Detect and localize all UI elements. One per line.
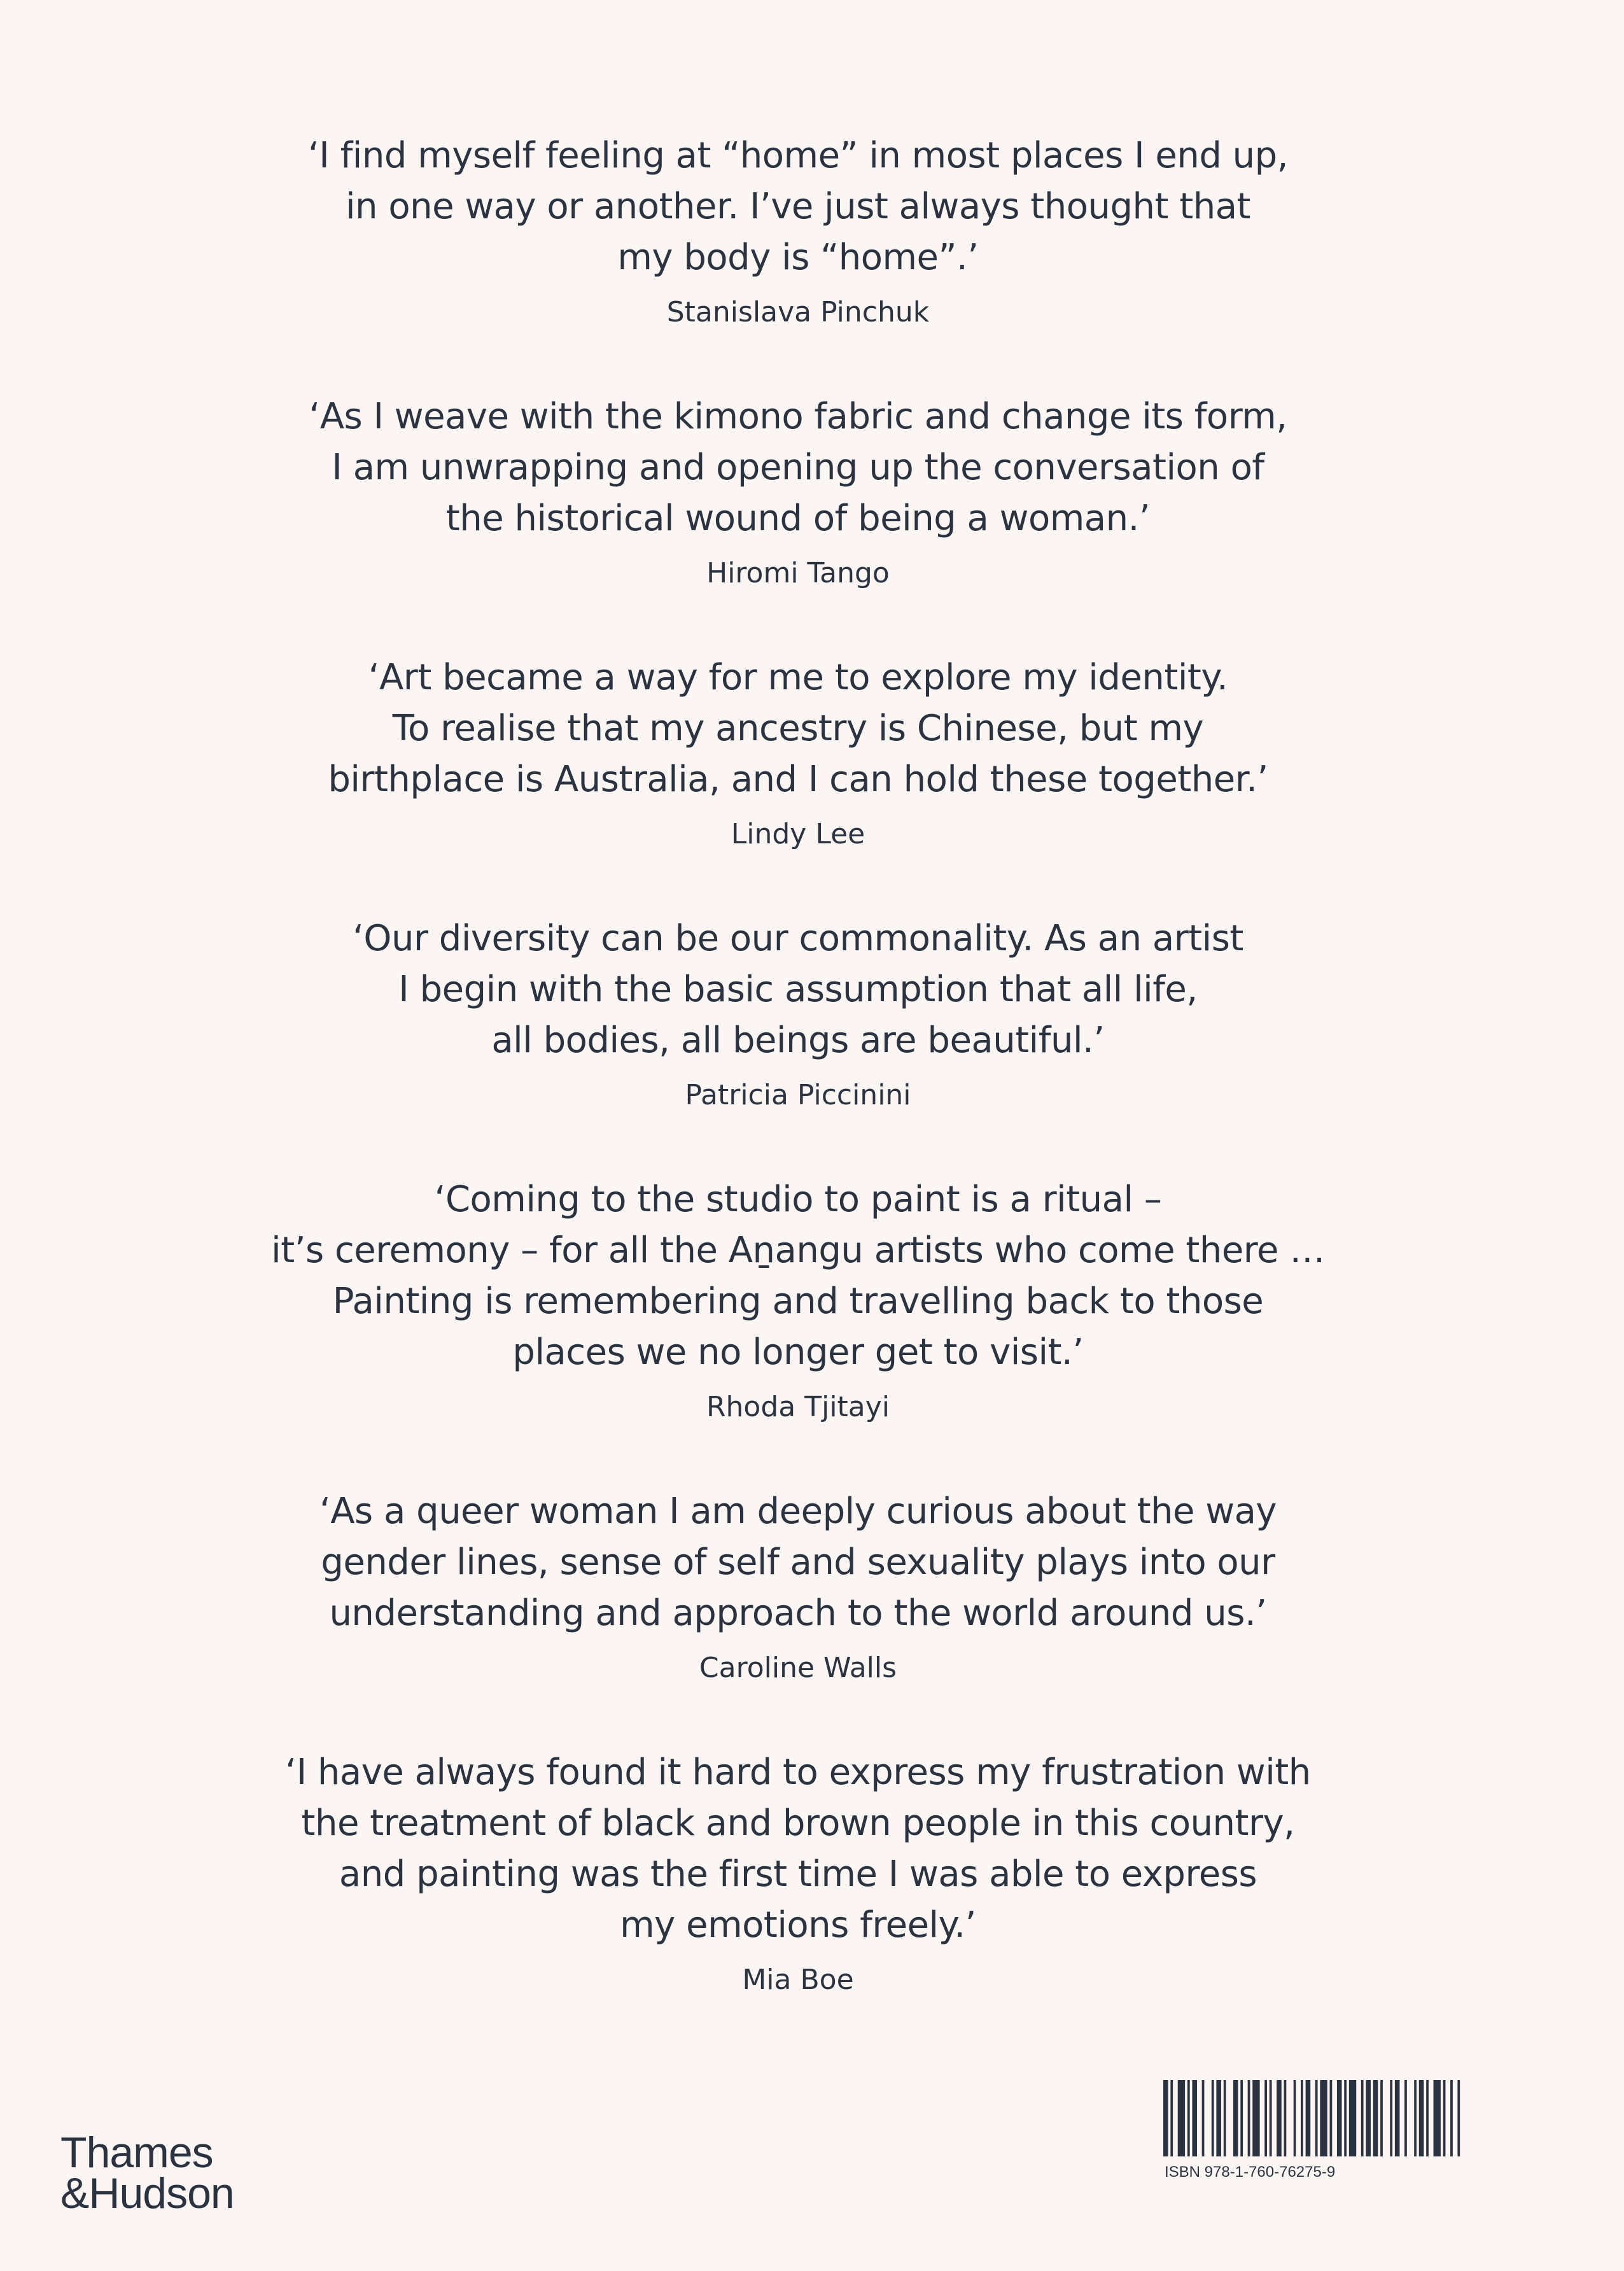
publisher-logo-line2: &Hudson xyxy=(60,2169,234,2218)
publisher-logo xyxy=(60,2128,234,2218)
barcode-bar xyxy=(1277,2080,1282,2156)
barcode-bar xyxy=(1294,2080,1296,2156)
barcode-bar xyxy=(1330,2080,1333,2156)
barcode-bar xyxy=(1337,2080,1342,2156)
quote-block xyxy=(271,1174,1325,1425)
barcode-bar xyxy=(1380,2080,1383,2156)
barcode-bar xyxy=(1419,2080,1424,2156)
quote-line: ‘I have always found it hard to express my frustration with xyxy=(285,1752,1311,1793)
isbn-label: ISBN 978-1-760-76275-9 xyxy=(1165,2163,1336,2181)
barcode-bar xyxy=(1320,2080,1327,2156)
quote-text xyxy=(319,1486,1277,1639)
quote-text xyxy=(308,130,1288,283)
quote-line: all bodies, all beings are beautiful.’ xyxy=(491,1020,1105,1061)
quote-line: I am unwrapping and opening up the conversation of xyxy=(332,447,1264,488)
barcode-bar xyxy=(1390,2080,1392,2156)
quotes-column xyxy=(0,130,1596,2059)
quote-line: To realise that my ancestry is Chinese, but my xyxy=(392,708,1204,749)
barcode-bar xyxy=(1178,2080,1185,2156)
quote-block xyxy=(328,652,1268,852)
quote-text xyxy=(353,913,1243,1066)
barcode-bar xyxy=(1315,2080,1318,2156)
quote-line: ‘Our diversity can be our commonality. As an artist xyxy=(353,918,1243,959)
quote-line: ‘Coming to the studio to paint is a ritual – xyxy=(434,1179,1162,1220)
quote-author: Mia Boe xyxy=(742,1964,854,1996)
quote-block xyxy=(309,391,1287,591)
quote-block xyxy=(308,130,1288,330)
quote-line: ‘As a queer woman I am deeply curious about the way xyxy=(319,1491,1277,1532)
quote-line: ‘As I weave with the kimono fabric and change its form, xyxy=(309,396,1287,437)
barcode-bar xyxy=(1426,2080,1429,2156)
barcode-bar xyxy=(1187,2080,1190,2156)
barcode-bar xyxy=(1240,2080,1243,2156)
quote-line: places we no longer get to visit.’ xyxy=(512,1332,1084,1373)
quote-line: Painting is remembering and travelling back to those xyxy=(332,1281,1264,1322)
barcode-bar xyxy=(1373,2080,1378,2156)
quote-text xyxy=(309,391,1287,544)
quote-line: gender lines, sense of self and sexuality plays into our xyxy=(321,1542,1275,1583)
quote-line: ‘Art became a way for me to explore my identity. xyxy=(368,657,1228,698)
quote-line: ‘I find myself feeling at “home” in most places I end up, xyxy=(307,135,1289,176)
barcode-bar xyxy=(1306,2080,1311,2156)
barcode-bar xyxy=(1366,2080,1371,2156)
quote-author: Caroline Walls xyxy=(699,1652,897,1684)
quote-line: it’s ceremony – for all the Aṉangu artists who come there … xyxy=(271,1230,1325,1271)
quote-author: Hiromi Tango xyxy=(706,557,890,589)
barcode-bar xyxy=(1252,2080,1259,2156)
quote-text xyxy=(271,1174,1325,1378)
quote-block xyxy=(319,1486,1277,1686)
quote-line: my body is “home”.’ xyxy=(617,237,979,278)
barcode-bar xyxy=(1170,2080,1173,2156)
barcode-bar xyxy=(1270,2080,1272,2156)
barcode-bar xyxy=(1224,2080,1226,2156)
barcode-bar xyxy=(1216,2080,1221,2156)
barcode-bar xyxy=(1443,2080,1446,2156)
barcode-bar xyxy=(1202,2080,1205,2156)
quote-line: my emotions freely.’ xyxy=(620,1904,976,1946)
quote-line: in one way or another. I’ve just always thought that xyxy=(345,186,1250,227)
barcode-bar xyxy=(1434,2080,1441,2156)
barcode-bar xyxy=(1284,2080,1287,2156)
barcode-area xyxy=(1163,2080,1462,2188)
quote-line: the historical wound of being a woman.’ xyxy=(445,498,1151,539)
quote-block xyxy=(353,913,1243,1113)
quote-block xyxy=(285,1747,1310,1998)
barcode-bar xyxy=(1404,2080,1407,2156)
quote-author: Patricia Piccinini xyxy=(685,1079,911,1111)
barcode-bar xyxy=(1212,2080,1214,2156)
barcode-bar xyxy=(1192,2080,1197,2156)
quote-author: Stanislava Pinchuk xyxy=(666,296,930,328)
barcode-bar xyxy=(1301,2080,1303,2156)
quote-line: the treatment of black and brown people in this country, xyxy=(301,1803,1295,1844)
barcode-bar xyxy=(1233,2080,1238,2156)
barcode-bar xyxy=(1450,2080,1453,2156)
quote-line: understanding and approach to the world around us.’ xyxy=(329,1593,1267,1634)
barcode-bar xyxy=(1264,2080,1267,2156)
barcode xyxy=(1163,2080,1462,2156)
barcode-bar xyxy=(1414,2080,1417,2156)
barcode-bar xyxy=(1457,2080,1460,2156)
barcode-bar xyxy=(1344,2080,1347,2156)
quote-text xyxy=(328,652,1268,805)
publisher-logo-line1: Thames xyxy=(60,2128,213,2177)
barcode-bar xyxy=(1361,2080,1364,2156)
barcode-bar xyxy=(1395,2080,1400,2156)
quote-line: birthplace is Australia, and I can hold these together.’ xyxy=(328,759,1268,800)
quote-author: Lindy Lee xyxy=(731,818,865,850)
quote-line: and painting was the first time I was able to express xyxy=(339,1853,1257,1895)
barcode-bar xyxy=(1349,2080,1356,2156)
barcode-bar xyxy=(1163,2080,1168,2156)
quote-line: I begin with the basic assumption that all life, xyxy=(398,969,1198,1010)
quote-author: Rhoda Tjitayi xyxy=(706,1391,890,1423)
quote-text xyxy=(285,1747,1310,1951)
barcode-bar xyxy=(1248,2080,1250,2156)
